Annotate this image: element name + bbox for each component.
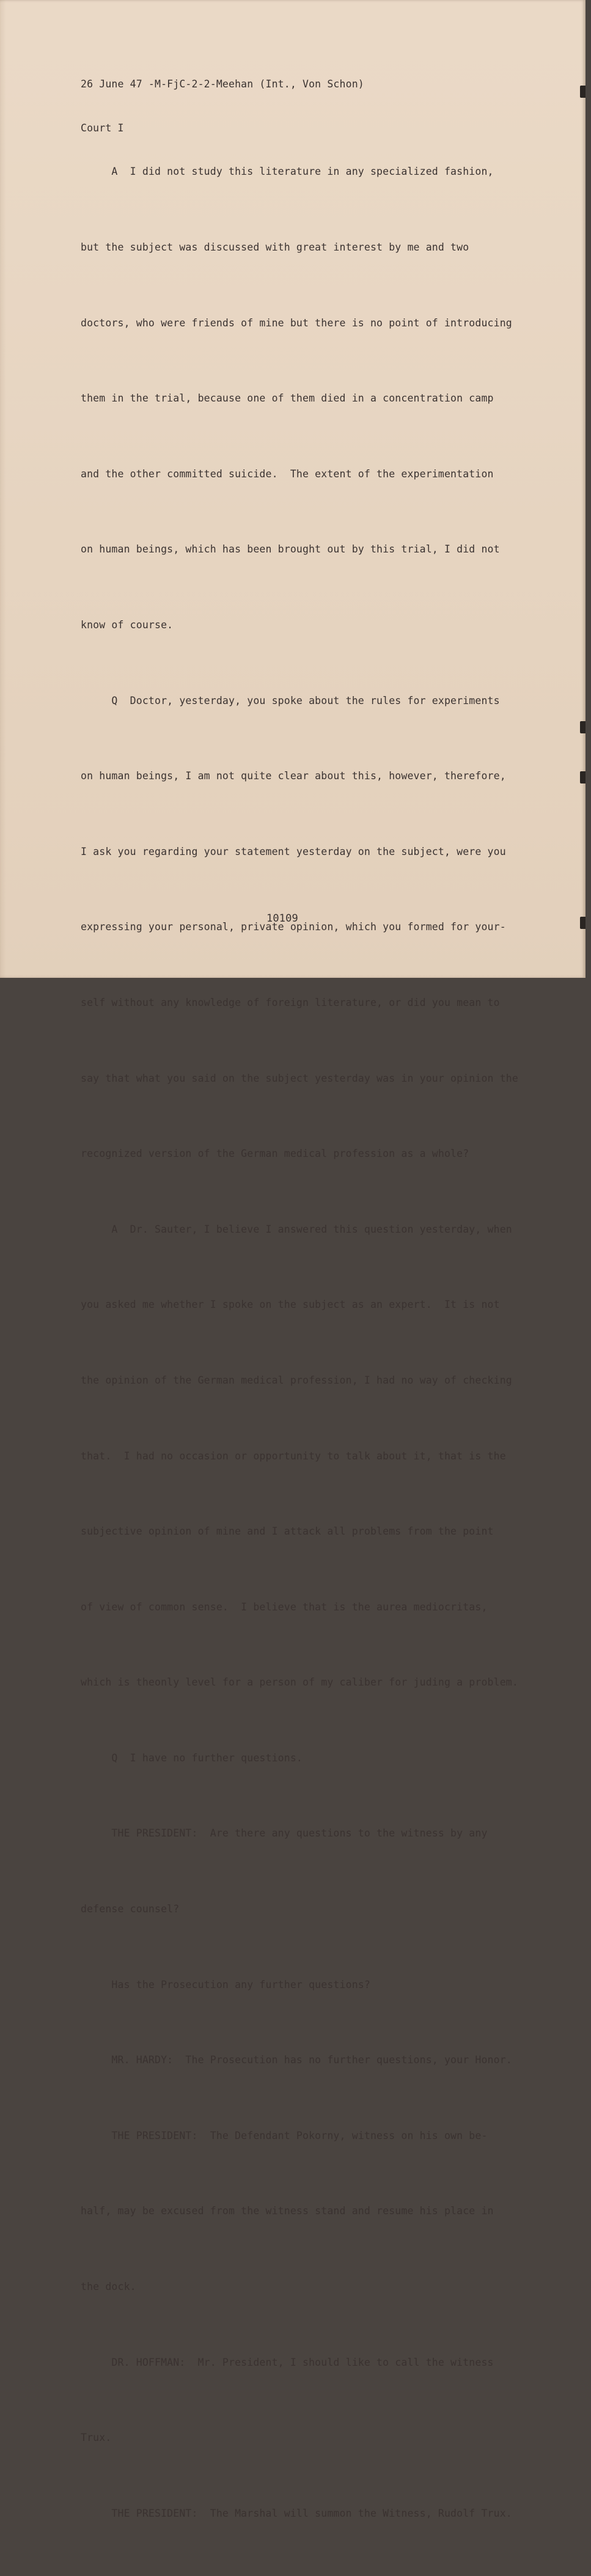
- text-line: self without any knowledge of foreign literature, or did you mean to: [81, 996, 500, 1008]
- text-line: Q I have no further questions.: [81, 1752, 303, 1764]
- text-line: them in the trial, because one of them died in a concentration camp: [81, 392, 494, 405]
- text-line: the dock.: [81, 2281, 136, 2293]
- text-line: Q Doctor, yesterday, you spoke about the rules for experiments: [81, 694, 500, 706]
- text-line: on human beings, I am not quite clear about this, however, therefore,: [81, 770, 506, 782]
- text-line: and the other committed suicide. The extent of the experimentation: [81, 468, 494, 480]
- text-line: of view of common sense. I believe that is the aurea mediocritas,: [81, 1601, 488, 1613]
- text-line: I ask you regarding your statement yesterday on the subject, were you: [81, 845, 506, 857]
- text-line: doctors, who were friends of mine but there is no point of introducing: [81, 317, 512, 329]
- text-line: expressing your personal, private opinion, which you formed for your-: [81, 921, 506, 933]
- edge-mark: [580, 917, 585, 929]
- text-line: but the subject was discussed with great interest by me and two: [81, 241, 469, 253]
- text-line: recognized version of the German medical profession as a whole?: [81, 1148, 469, 1160]
- header-line-1: 26 June 47 -M-FjC-2-2-Meehan (Int., Von Schon): [81, 78, 364, 90]
- text-line: MR. HARDY: The Prosecution has no further questions, your Honor.: [81, 2054, 512, 2066]
- text-line: Has the Prosecution any further questions?: [81, 1978, 370, 1991]
- text-line: that. I had no occasion or opportunity to talk about it, that is the: [81, 1450, 506, 1462]
- edge-mark: [580, 721, 585, 733]
- text-line: know of course.: [81, 618, 174, 631]
- text-line: Trux.: [81, 2432, 112, 2444]
- text-line: THE PRESIDENT: The Marshal will summon the Witness, Rudolf Trux.: [81, 2507, 512, 2519]
- text-line: you asked me whether I spoke on the subject as an expert. It is not: [81, 1299, 500, 1311]
- text-line: defense counsel?: [81, 1903, 180, 1915]
- edge-mark: [580, 86, 585, 98]
- text-line: A Dr. Sauter, I believe I answered this question yesterday, when: [81, 1223, 512, 1235]
- text-line: THE PRESIDENT: Are there any questions to the witness by any: [81, 1827, 488, 1840]
- text-line: THE PRESIDENT: The Defendant Pokorny, witness on his own be-: [81, 2129, 488, 2141]
- transcript-body: [81, 109, 518, 2576]
- text-line: which is theonly level for a person of my caliber for juding a problem.: [81, 1676, 518, 1689]
- text-line: say that what you said on the subject yesterday was in your opinion the: [81, 1072, 518, 1084]
- text-line: on human beings, which has been brought out by this trial, I did not: [81, 543, 500, 556]
- text-line: A I did not study this literature in any specialized fashion,: [81, 166, 494, 178]
- text-line: subjective opinion of mine and I attack all problems from the point: [81, 1525, 494, 1538]
- header-line-2: Court I: [81, 122, 124, 134]
- text-line: half, may be excused from the witness stand and resume his place in: [81, 2205, 494, 2217]
- text-line: the opinion of the German medical profession, I had no way of checking: [81, 1374, 512, 1386]
- page-number: 10109: [266, 912, 298, 925]
- text-line: DR. HOFFMAN: Mr. President, I should like to call the witness: [81, 2356, 494, 2368]
- edge-mark: [580, 771, 585, 783]
